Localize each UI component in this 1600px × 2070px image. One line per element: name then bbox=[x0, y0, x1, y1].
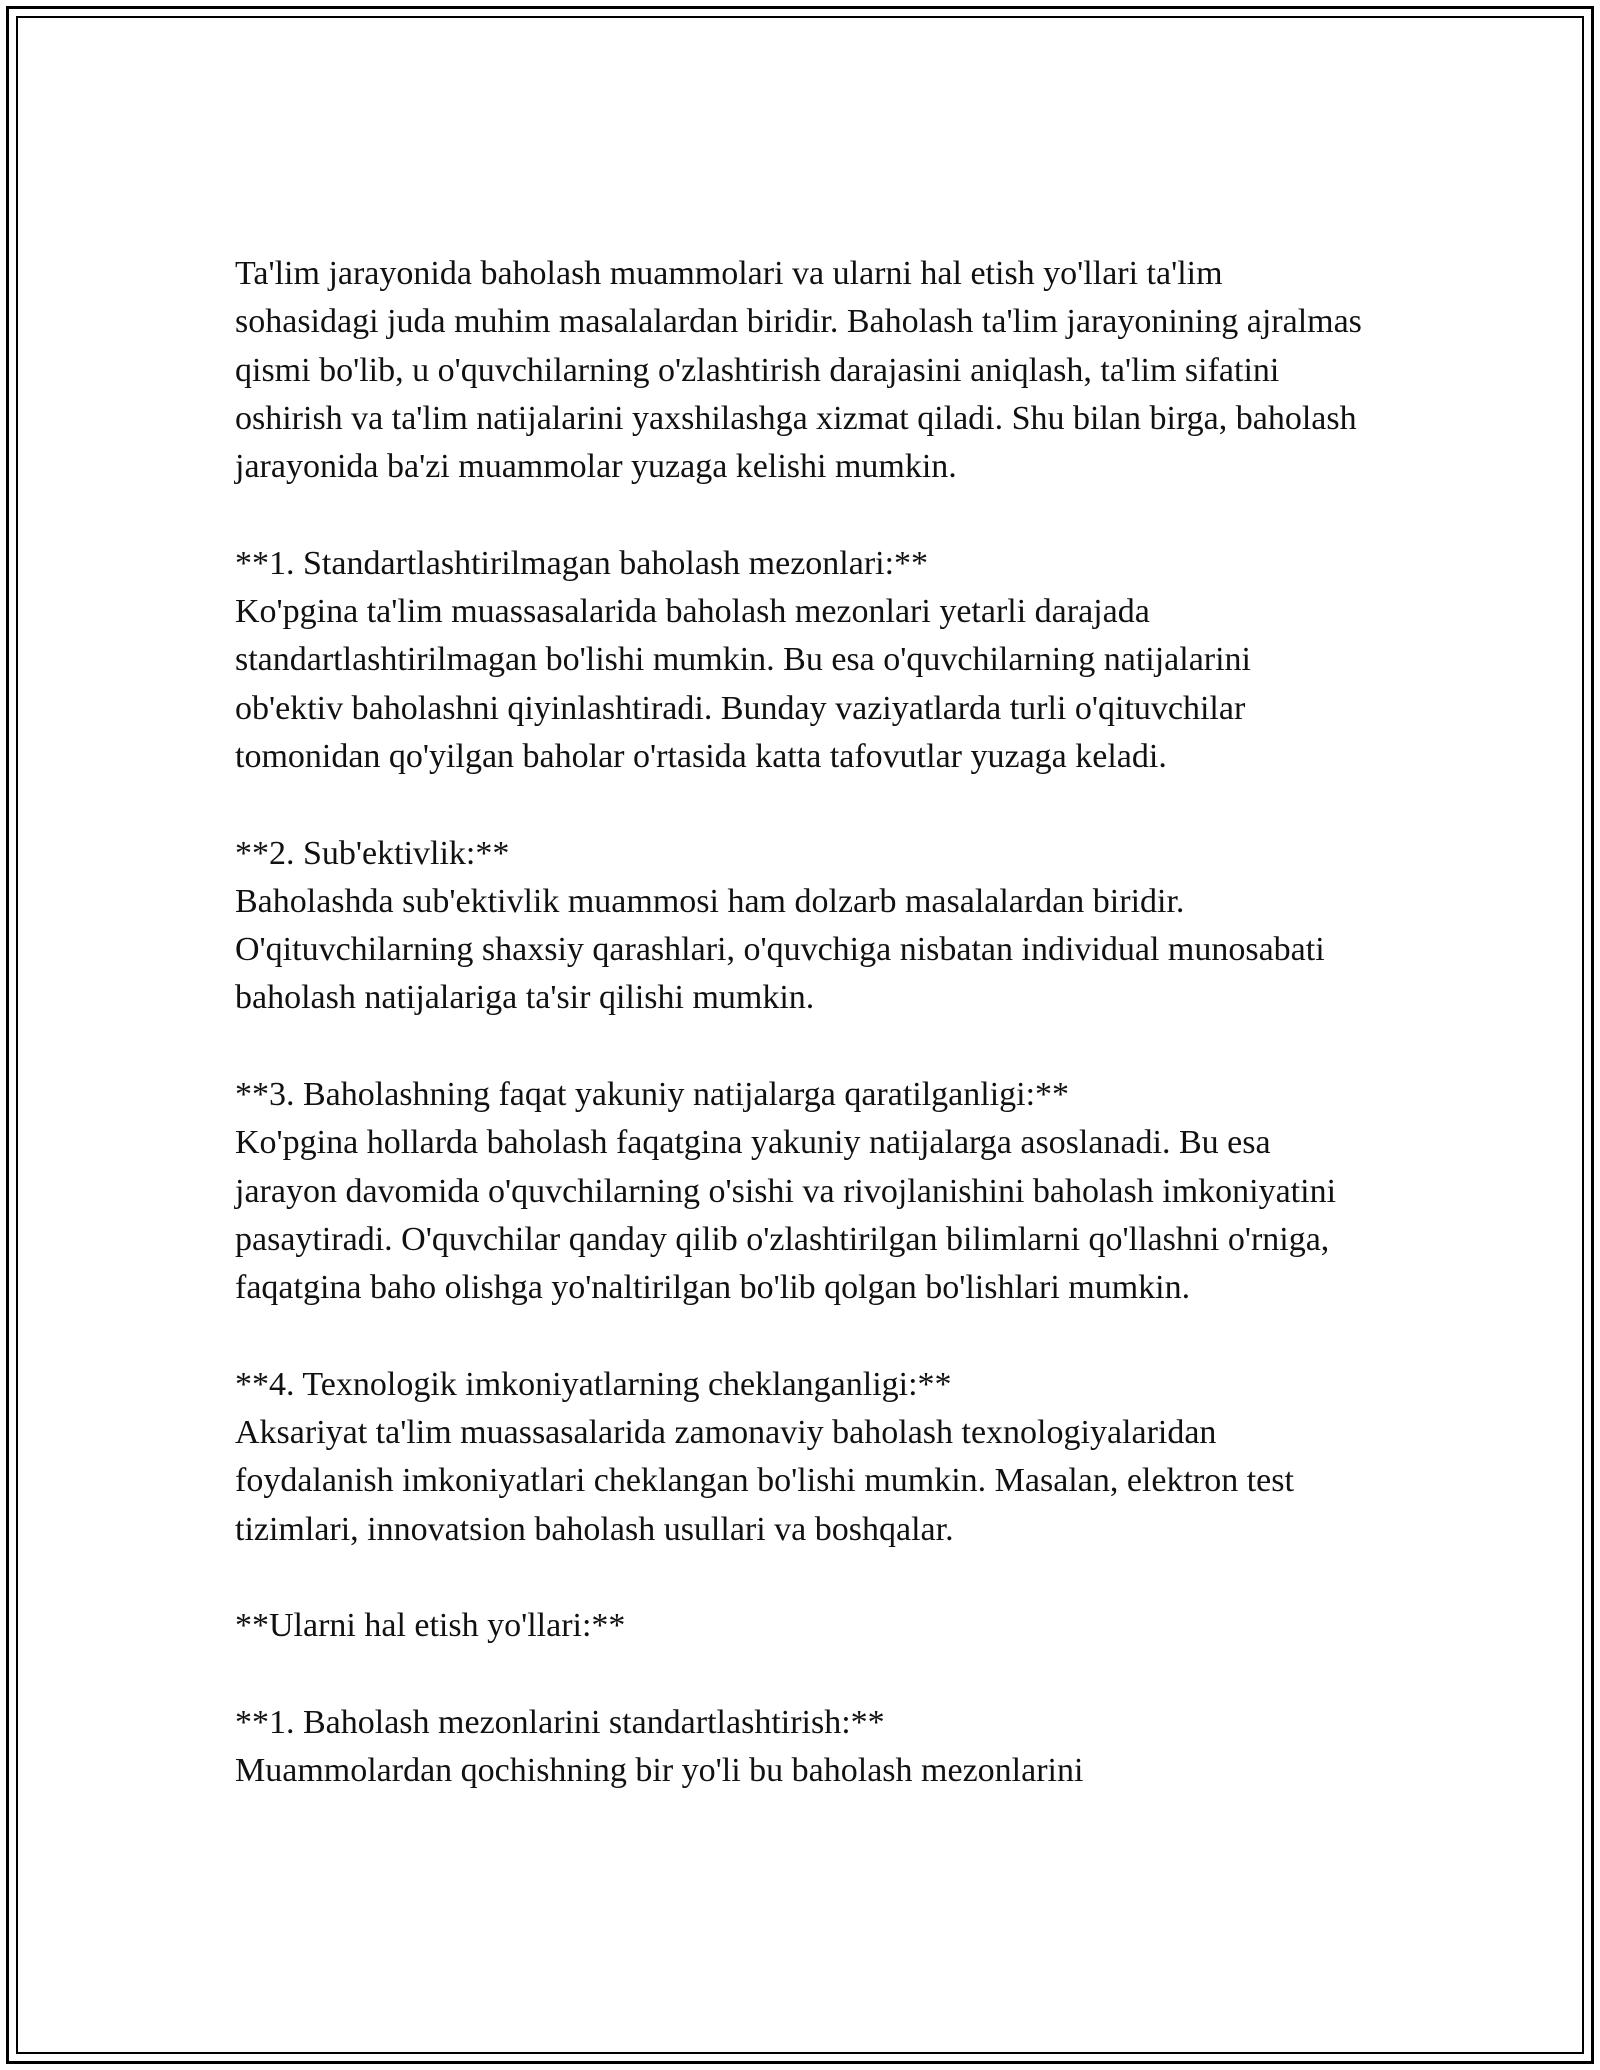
solution-heading-1: **1. Baholash mezonlarini standartlashtirish:** bbox=[235, 1703, 885, 1741]
problem-body-3: Ko'pgina hollarda baholash faqatgina yakuniy natijalarga asoslanadi. Bu esa jarayon davomida o'quvchilarning o'sishi va rivojlanishini baholash imkoniyatini pasaytiradi. O'quvchilar qanday qilib o'zlashtirilgan bilimlarni qo'llashni o'rniga, faqatgina baho olishga yo'naltirilgan bo'lib qolgan bo'lishlari mumkin. bbox=[235, 1124, 1337, 1307]
problem-body-2: Baholashda sub'ektivlik muammosi ham dolzarb masalalardan biridir. O'qituvchilarning shaxsiy qarashlari, o'quvchiga nisbatan individual munosabati baholash natijalariga ta'sir qilishi mumkin. bbox=[235, 882, 1325, 1017]
problem-section-4 bbox=[235, 1361, 1365, 1554]
problem-heading-4: **4. Texnologik imkoniyatlarning cheklanganligi:** bbox=[235, 1365, 952, 1403]
problem-section-3 bbox=[235, 1071, 1365, 1312]
solution-body-1: Muammolardan qochishning bir yo'li bu baholash mezonlarini bbox=[235, 1752, 1084, 1790]
problem-body-4: Aksariyat ta'lim muassasalarida zamonaviy baholash texnologiyalaridan foydalanish imkoniyatlari cheklangan bo'lishi mumkin. Masalan, elektron test tizimlari, innovatsion baholash usullari va boshqalar. bbox=[235, 1414, 1294, 1548]
solution-section-1 bbox=[235, 1699, 1365, 1796]
document-body bbox=[235, 250, 1365, 1844]
solutions-heading: **Ularni hal etish yo'llari:** bbox=[235, 1607, 626, 1645]
intro-paragraph-block bbox=[235, 250, 1365, 491]
problem-section-2 bbox=[235, 830, 1365, 1023]
problem-section-1 bbox=[235, 540, 1365, 781]
problem-heading-1: **1. Standartlashtirilmagan baholash mezonlari:** bbox=[235, 544, 929, 582]
problem-heading-3: **3. Baholashning faqat yakuniy natijalarga qaratilganligi:** bbox=[235, 1076, 1070, 1114]
problem-body-1: Ko'pgina ta'lim muassasalarida baholash mezonlari yetarli darajada standartlashtirilmagan bo'lishi mumkin. Bu esa o'quvchilarning natijalarini ob'ektiv baholashni qiyinlashtiradi. Bunday vaziyatlarda turli o'qituvchilar tomonidan qo'yilgan baholar o'rtasida katta tafovutlar yuzaga keladi. bbox=[235, 593, 1251, 775]
problem-heading-2: **2. Sub'ektivlik:** bbox=[235, 834, 510, 872]
intro-paragraph: Ta'lim jarayonida baholash muammolari va ularni hal etish yo'llari ta'lim sohasidagi juda muhim masalalardan biridir. Baholash ta'lim jarayonining ajralmas qismi bo'lib, u o'quvchilarning o'zlashtirish darajasini aniqlash, ta'lim sifatini oshirish va ta'lim natijalarini yaxshilashga xizmat qiladi. Shu bilan birga, baholash jarayonida ba'zi muammolar yuzaga kelishi mumkin. bbox=[235, 255, 1362, 486]
solutions-heading-block bbox=[235, 1602, 1365, 1650]
